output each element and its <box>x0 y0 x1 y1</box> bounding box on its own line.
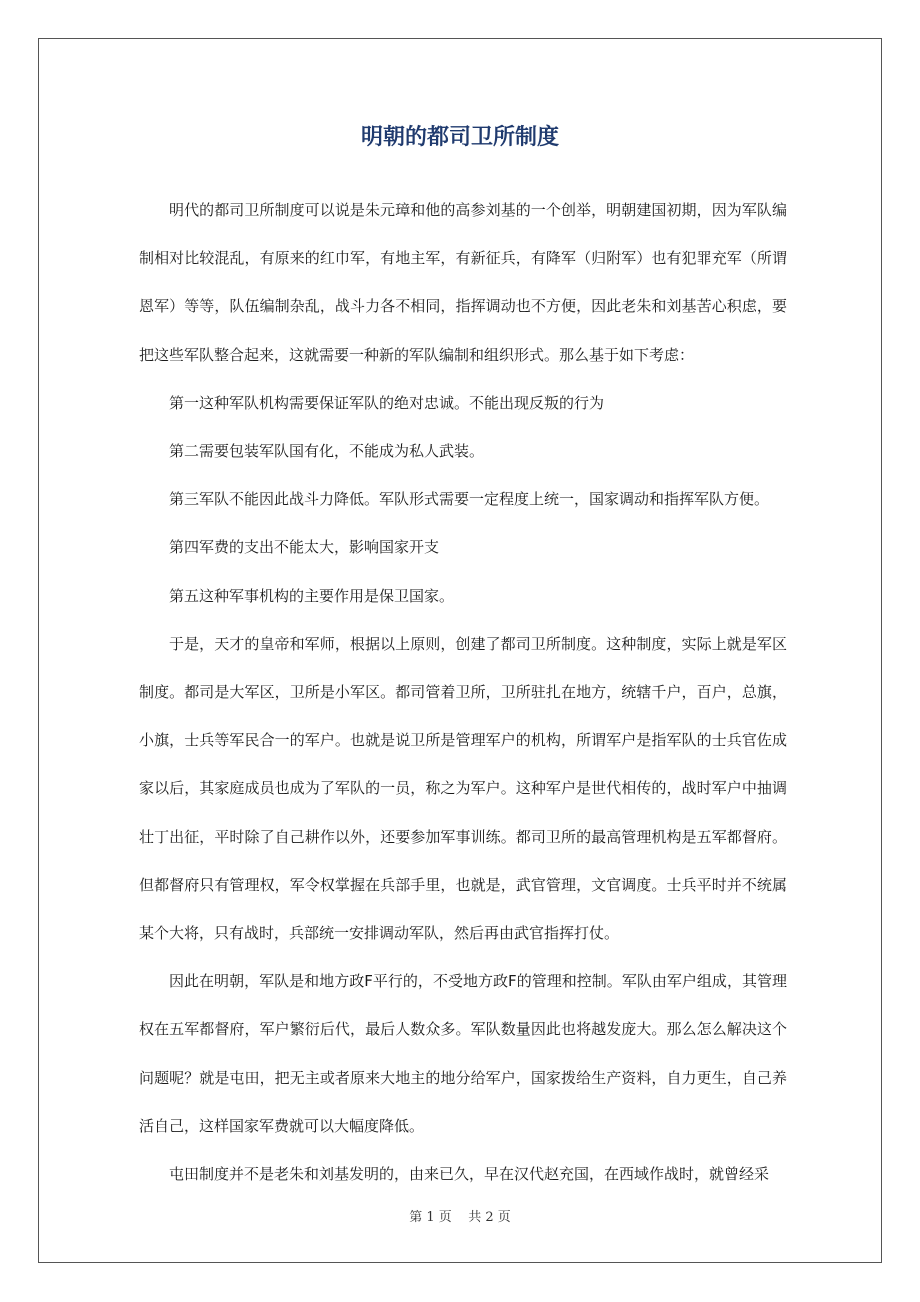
page-number-footer: 第 1 页 共 2 页 <box>409 1210 511 1225</box>
paragraph-point-1: 第一这种军队机构需要保证军队的绝对忠诚。不能出现反叛的行为 <box>169 393 605 412</box>
document-body <box>139 186 787 1198</box>
paragraph-system: 于是，天才的皇帝和军师，根据以上原则，创建了都司卫所制度。这种制度，实际上就是军区制度。都司是大军区，卫所是小军区。都司管着卫所，卫所驻扎在地方，统辖千户，百户，总旗，小旗，士兵等军民合一的军户。也就是说卫所是管理军户的机构，所谓军户是指军队的士兵官佐成家以后，其家庭成员也成为了军队的一员，称之为军户。这种军户是世代相传的，战时军户中抽调壮丁出征，平时除了自己耕作以外，还要参加军事训练。都司卫所的最高管理机构是五军都督府。但都督府只有管理权，军令权掌握在兵部手里，也就是，武官管理，文官调度。士兵平时并不统属某个大将，只有战时，兵部统一安排调动军队，然后再由武官指挥打仗。 <box>139 634 787 943</box>
paragraph-history: 屯田制度并不是老朱和刘基发明的，由来已久，早在汉代赵充国，在西域作战时，就曾经采 <box>169 1165 770 1184</box>
paragraph-point-5: 第五这种军事机构的主要作用是保卫国家。 <box>169 586 455 605</box>
paragraph-point-4: 第四军费的支出不能太大，影响国家开支 <box>169 538 440 557</box>
document-title: 明朝的都司卫所制度 <box>360 125 559 150</box>
paragraph-intro: 明代的都司卫所制度可以说是朱元璋和他的高参刘基的一个创举，明朝建国初期，因为军队编制相对比较混乱，有原来的红巾军，有地主军，有新征兵，有降军（归附军）也有犯罪充军（所谓恩军）等等，队伍编制杂乱，战斗力各不相同，指挥调动也不方便，因此老朱和刘基苦心积虑，要把这些军队整合起来，这就需要一种新的军队编制和组织形式。那么基于如下考虑： <box>139 201 787 364</box>
paragraph-point-2: 第二需要包装军队国有化，不能成为私人武装。 <box>169 442 485 461</box>
paragraph-tuntian: 因此在明朝，军队是和地方政F平行的，不受地方政F的管理和控制。军队由军户组成，其管理权在五军都督府，军户繁衍后代，最后人数众多。军队数量因此也将越发庞大。那么怎么解决这个问题呢？就是屯田，把无主或者原来大地主的地分给军户，国家拨给生产资料，自力更生，自己养活自己，这样国家军费就可以大幅度降低。 <box>139 972 787 1135</box>
paragraph-point-3: 第三军队不能因此战斗力降低。军队形式需要一定程度上统一，国家调动和指挥军队方便。 <box>169 490 770 509</box>
